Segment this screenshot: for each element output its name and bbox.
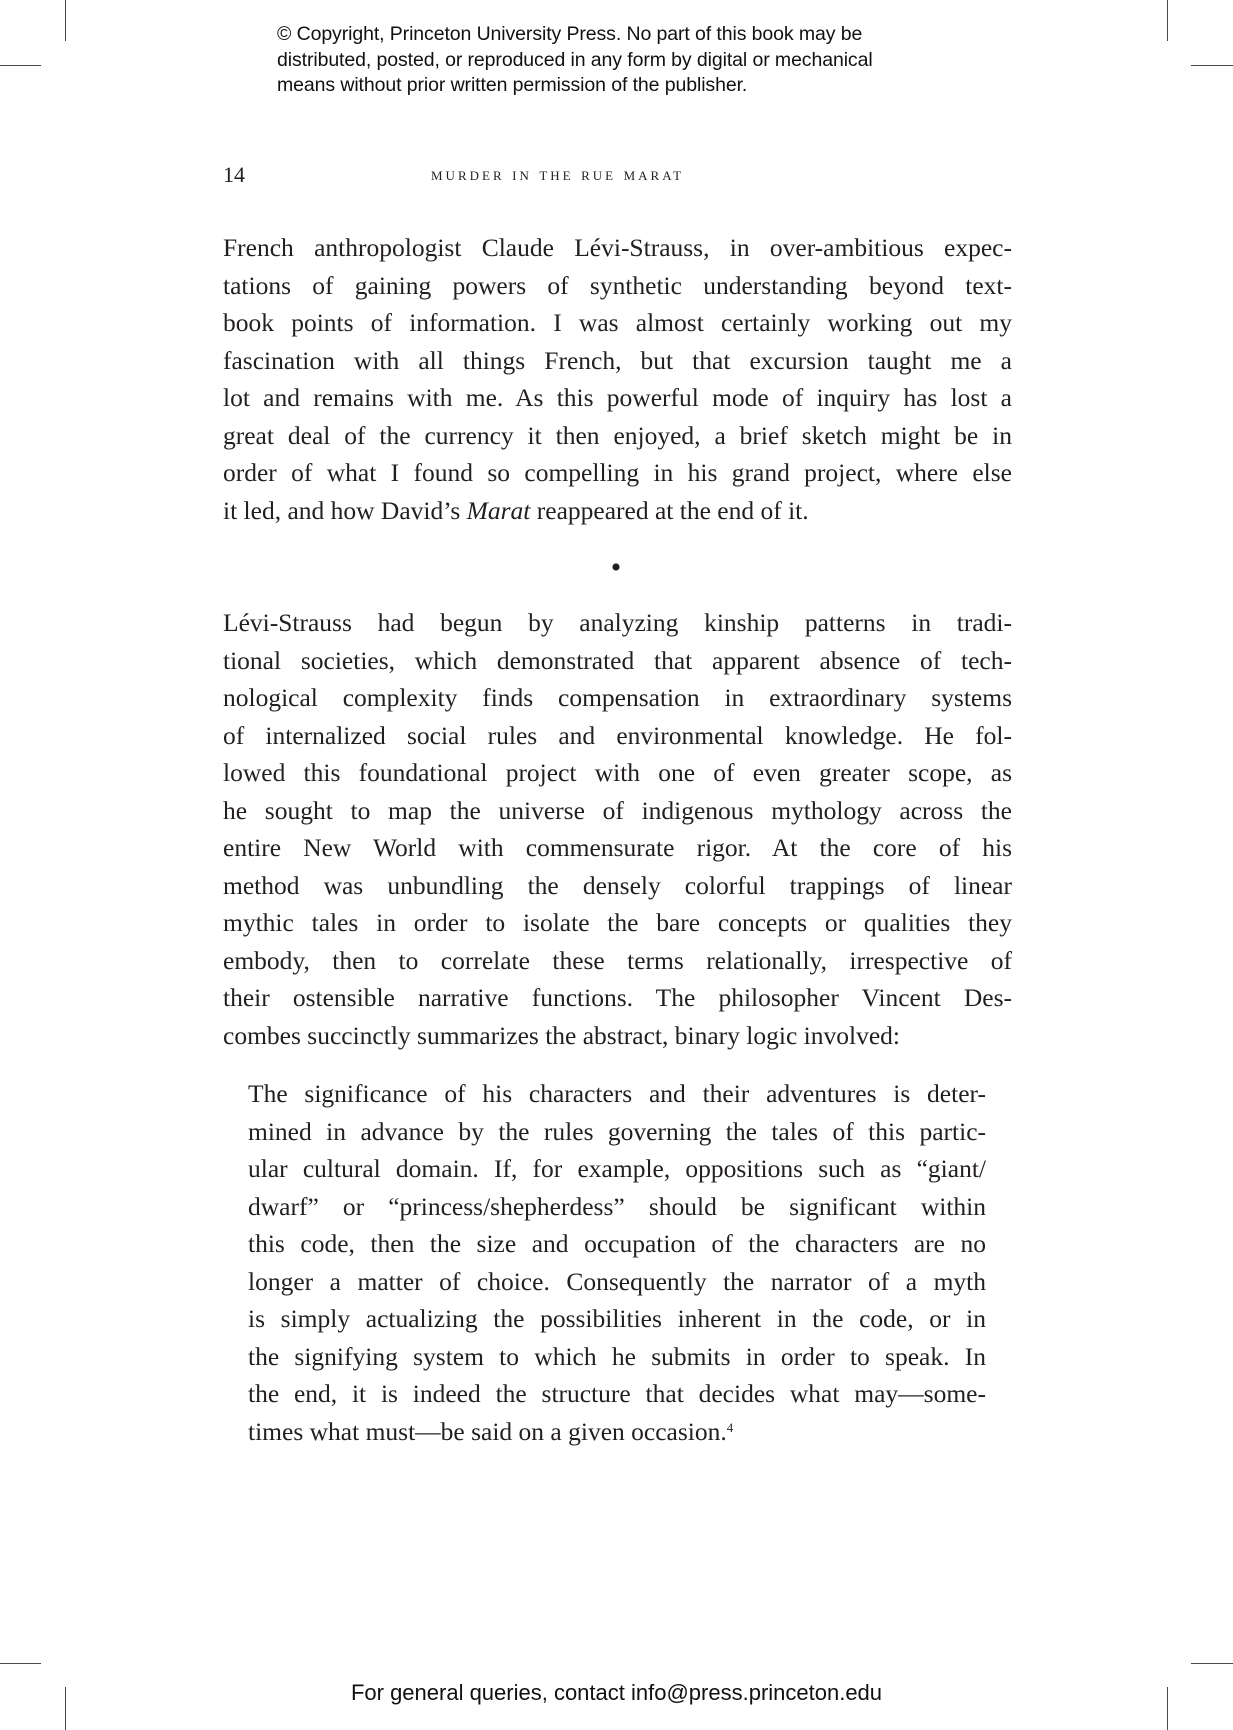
footer-contact: For general queries, contact info@press.princeton.edu [350, 1680, 883, 1705]
footnote-reference[interactable]: 4 [726, 1419, 734, 1435]
text-line: dwarf” or “princess/shepherdess” should be significant within [248, 1191, 986, 1221]
text-line: French anthropologist Claude Lévi-Strauss, in over-ambitious expec- [223, 233, 1012, 262]
text-line: the signifying system to which he submits in order to speak. In [248, 1341, 986, 1371]
text-line: great deal of the currency it then enjoyed, a brief sketch might be in [223, 420, 1012, 450]
text-line: lowed this foundational project with one of even greater scope, as [223, 758, 1012, 787]
text-segment: times what must—be said on a given occasion. [248, 1416, 727, 1446]
text-line: nological complexity finds compensation in extraordinary systems [223, 683, 1012, 712]
text-line: this code, then the size and occupation of the characters are no [248, 1229, 986, 1258]
text-line: embody, then to correlate these terms relationally, irrespective of [223, 945, 1012, 975]
crop-mark [1191, 65, 1233, 66]
text-line: entire New World with commensurate rigor. At the core of his [223, 833, 1012, 862]
text-line: ular cultural domain. If, for example, oppositions such as “giant/ [248, 1154, 986, 1183]
text-segment: it led, and how David’s [223, 495, 467, 525]
text-line: he sought to map the universe of indigenous mythology across the [223, 795, 1012, 825]
running-head [223, 160, 1012, 188]
text-line: The significance of his characters and their adventures is deter- [248, 1079, 986, 1108]
text-line: combes succinctly summarizes the abstract, binary logic involved: [223, 1020, 900, 1050]
text-line: tional societies, which demonstrated that apparent absence of tech- [223, 645, 1012, 675]
crop-mark [0, 1663, 41, 1664]
text-line: Lévi-Strauss had begun by analyzing kinship patterns in tradi- [223, 608, 1012, 637]
crop-mark [1191, 1663, 1233, 1664]
text-line: order of what I found so compelling in his grand project, where else [223, 458, 1012, 487]
crop-mark [0, 65, 41, 66]
paragraph-1 [223, 229, 1012, 529]
block-quote [248, 1075, 986, 1450]
copyright-notice [277, 22, 1037, 99]
text-line: mythic tales in order to isolate the bare concepts or qualities they [223, 908, 1012, 937]
text-line: is simply actualizing the possibilities inherent in the code, or in [248, 1304, 986, 1333]
crop-mark [1167, 0, 1168, 41]
section-break-bullet-icon [612, 563, 619, 570]
text-line: longer a matter of choice. Consequently the narrator of a myth [248, 1266, 986, 1296]
text-line [223, 492, 1012, 530]
crop-mark [65, 0, 66, 41]
notice-line: means without prior written permission of the publisher. [277, 74, 748, 96]
text-line [248, 1413, 986, 1451]
text-line: fascination with all things French, but that excursion taught me a [223, 345, 1012, 375]
text-line: the end, it is indeed the structure that decides what may—some- [248, 1379, 986, 1408]
text-line: their ostensible narrative functions. The philosopher Vincent Des- [223, 983, 1012, 1012]
text-line: tations of gaining powers of synthetic understanding beyond text- [223, 270, 1012, 300]
text-line: lot and remains with me. As this powerful mode of inquiry has lost a [223, 383, 1012, 412]
notice-line: © Copyright, Princeton University Press. No part of this book may be [277, 23, 863, 45]
page-number: 14 [223, 162, 245, 187]
italic-title: Marat [466, 495, 531, 525]
text-segment: reappeared at the end of it. [530, 495, 809, 525]
text-line: mined in advance by the rules governing the tales of this partic- [248, 1116, 986, 1146]
paragraph-2 [223, 604, 1012, 1054]
text-line: method was unbundling the densely colorful trappings of linear [223, 870, 1012, 900]
text-line: of internalized social rules and environmental knowledge. He fol- [223, 720, 1012, 750]
running-head-title: murder in the rue marat [431, 164, 685, 184]
text-line: book points of information. I was almost certainly working out my [223, 308, 1012, 337]
notice-line: distributed, posted, or reproduced in any form by digital or mechanical [277, 48, 873, 71]
